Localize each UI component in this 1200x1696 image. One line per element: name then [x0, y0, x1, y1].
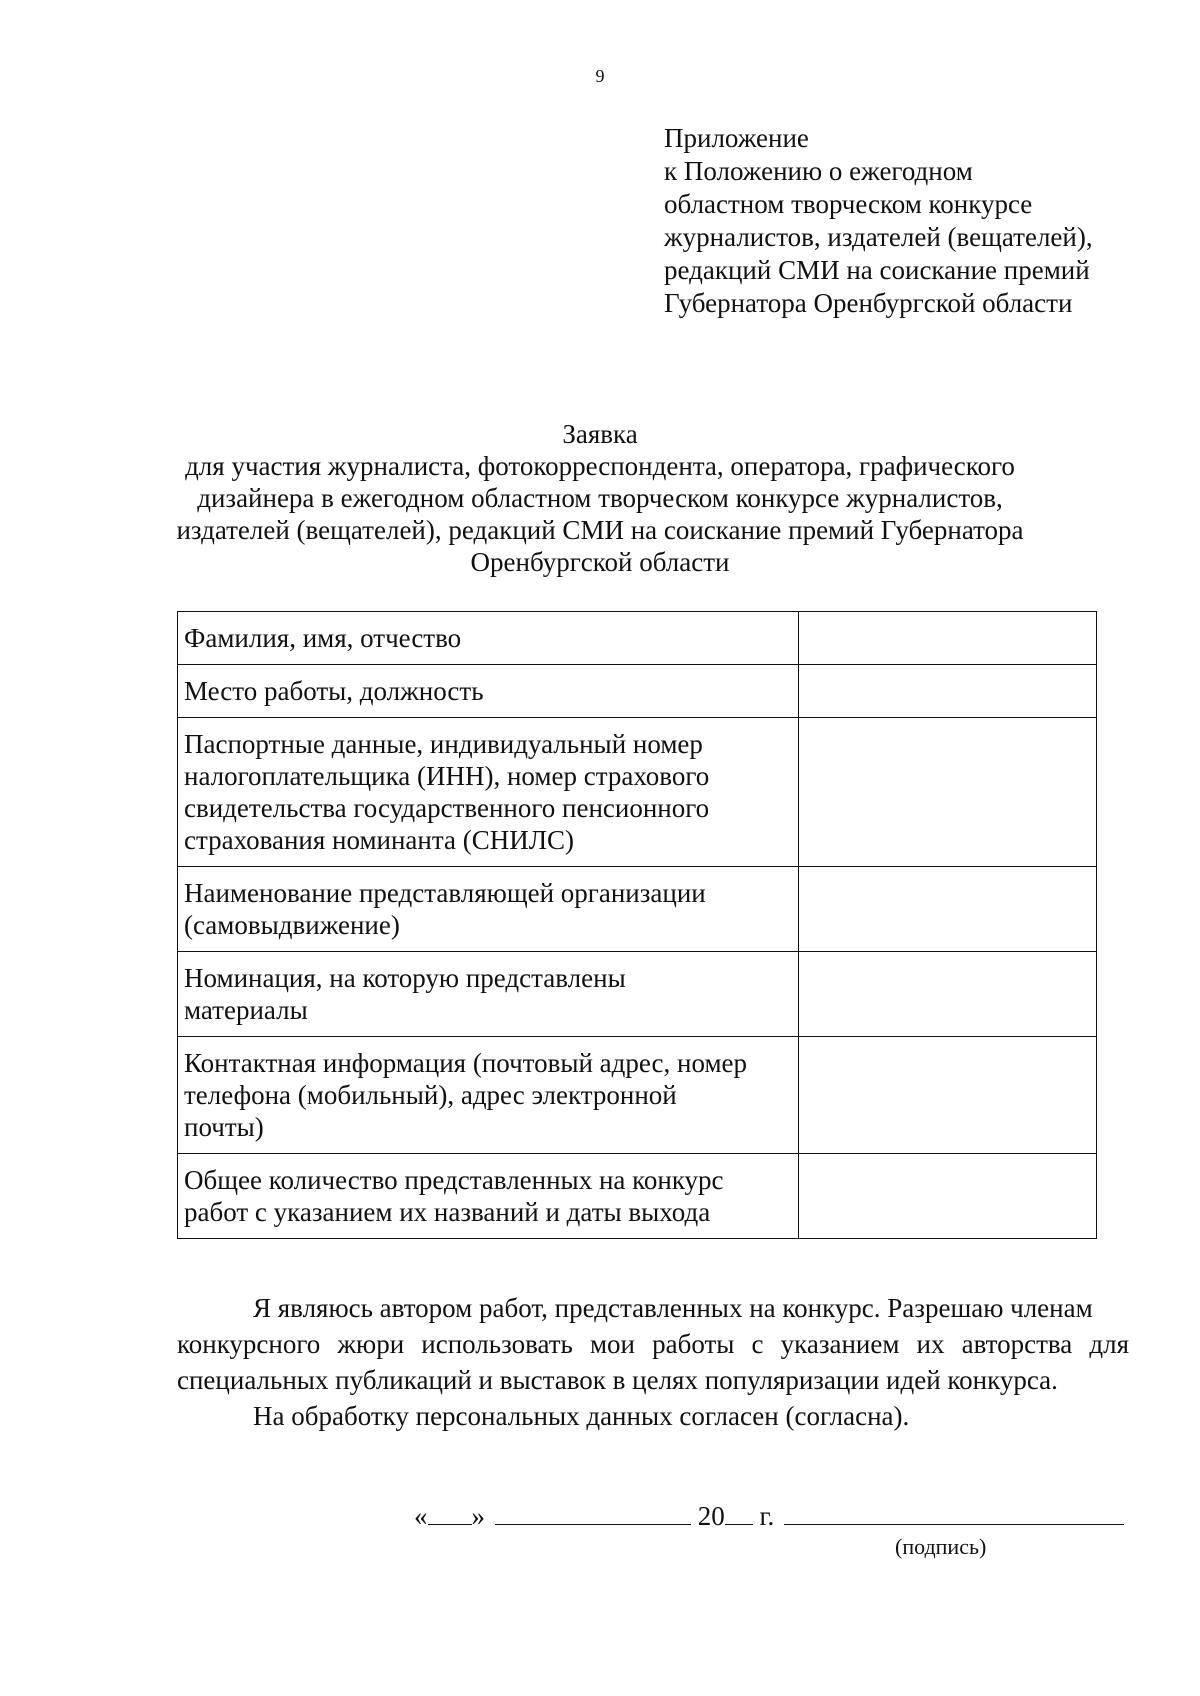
label-line: Наименование представляющей организации [184, 878, 706, 908]
application-form-table [177, 611, 1097, 1239]
statement-line: Я являюсь автором работ, представленных на конкурс. Разрешаю членам [253, 1293, 1093, 1323]
appendix-line: редакций СМИ на соискание премий [664, 255, 1090, 285]
field-value-nomination[interactable] [799, 952, 1097, 1037]
month-blank[interactable] [495, 1500, 691, 1525]
label-line: свидетельства государственного пенсионного [184, 793, 710, 823]
label-line: работ с указанием их названий и даты выхода [184, 1197, 711, 1227]
label-line: Контактная информация (почтовый адрес, номер [184, 1048, 748, 1078]
label-line: Общее количество представленных на конкурс [184, 1165, 724, 1195]
close-quote: » [471, 1501, 485, 1531]
label-line: Место работы, должность [184, 676, 484, 706]
field-label-works-count [178, 1154, 799, 1239]
author-statement [177, 1290, 1129, 1434]
field-label-nomination [178, 952, 799, 1037]
appendix-line: журналистов, издателей (вещателей), [664, 222, 1093, 252]
label-line: Фамилия, имя, отчество [184, 623, 462, 653]
field-value-workplace[interactable] [799, 665, 1097, 718]
open-quote: « [414, 1501, 428, 1531]
table-row [178, 665, 1097, 718]
title-line: для участия журналиста, фотокорреспондента, оператора, графического [185, 451, 1015, 481]
statement-line: конкурсного жюри использовать мои работы с указанием их авторства для [177, 1329, 1129, 1359]
day-blank[interactable] [428, 1500, 472, 1525]
field-value-full-name[interactable] [799, 612, 1097, 665]
field-label-workplace [178, 665, 799, 718]
title-heading: Заявка [562, 419, 638, 449]
appendix-line: Приложение [664, 123, 809, 153]
field-value-works-count[interactable] [799, 1154, 1097, 1239]
year-prefix: 20 [697, 1501, 725, 1531]
field-value-passport[interactable] [799, 718, 1097, 867]
field-label-contacts [178, 1037, 799, 1154]
label-line: Паспортные данные, индивидуальный номер [184, 729, 703, 759]
appendix-line: к Положению о ежегодном [664, 156, 973, 186]
table-row [178, 952, 1097, 1037]
statement-line: специальных публикаций и выставок в целях популяризации идей конкурса. [177, 1365, 1058, 1395]
label-line: почты) [184, 1112, 264, 1142]
appendix-line: областном творческом конкурсе [664, 189, 1033, 219]
date-signature-line [414, 1500, 1124, 1532]
label-line: (самовыдвижение) [184, 910, 400, 940]
label-line: Номинация, на которую представлены [184, 963, 626, 993]
table-row [178, 718, 1097, 867]
year-blank[interactable] [725, 1500, 753, 1525]
field-label-passport [178, 718, 799, 867]
signature-blank[interactable] [784, 1500, 1124, 1525]
signature-caption: (подпись) [895, 1534, 987, 1559]
table-row [178, 1154, 1097, 1239]
consent-line: На обработку персональных данных согласен (согласна). [253, 1401, 910, 1431]
field-label-organization [178, 867, 799, 952]
title-line: издателей (вещателей), редакций СМИ на соискание премий Губернатора [176, 515, 1024, 545]
field-label-full-name [178, 612, 799, 665]
appendix-line: Губернатора Оренбургской области [664, 288, 1073, 318]
table-row [178, 867, 1097, 952]
table-row [178, 1037, 1097, 1154]
document-title [150, 418, 1050, 578]
table-row [178, 612, 1097, 665]
label-line: налогоплательщика (ИНН), номер страхового [184, 761, 710, 791]
title-line: Оренбургской области [470, 547, 730, 577]
appendix-note [664, 122, 1184, 320]
field-value-organization[interactable] [799, 867, 1097, 952]
year-suffix: г. [759, 1501, 775, 1531]
label-line: телефона (мобильный), адрес электронной [184, 1080, 677, 1110]
title-line: дизайнера в ежегодном областном творческом конкурсе журналистов, [197, 483, 1003, 513]
field-value-contacts[interactable] [799, 1037, 1097, 1154]
label-line: материалы [184, 995, 308, 1025]
page-number: 9 [595, 66, 605, 86]
label-line: страхования номинанта (СНИЛС) [184, 825, 575, 855]
